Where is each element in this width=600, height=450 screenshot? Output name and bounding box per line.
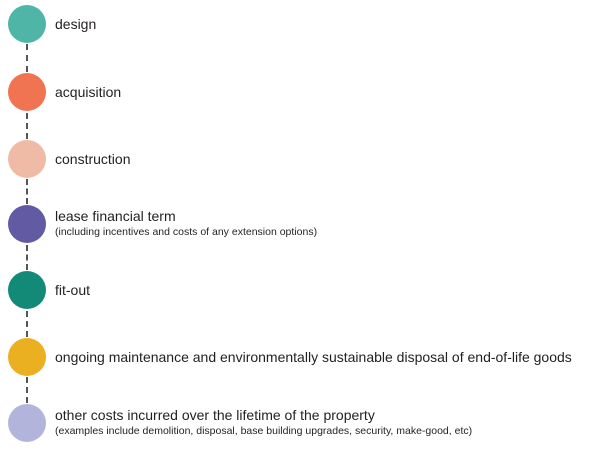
stage-label: design — [55, 15, 97, 32]
stage-dot — [8, 205, 46, 243]
connector-line — [26, 179, 28, 204]
stage-label: ongoing maintenance and environmentally sustainable disposal of end-of-life goods — [55, 348, 572, 365]
connector-line — [26, 311, 28, 337]
stage-dot — [8, 338, 46, 376]
stage-label: construction — [55, 150, 131, 167]
stage-fit-out — [8, 271, 598, 309]
connector-line — [26, 113, 28, 139]
stage-label: fit-out — [55, 281, 91, 298]
stage-construction — [8, 140, 598, 178]
connector-line — [26, 44, 28, 72]
stage-design — [8, 5, 598, 43]
stage-lease-financial-term — [8, 205, 598, 243]
stage-label: acquisition — [55, 83, 122, 100]
stage-dot — [8, 73, 46, 111]
stage-label: other costs incurred over the lifetime of the property — [55, 407, 375, 423]
stage-label: lease financial term — [55, 208, 176, 224]
connector-line — [26, 377, 28, 403]
connector-line — [26, 245, 28, 270]
stage-ongoing-maintenance — [8, 338, 598, 376]
stage-dot — [8, 140, 46, 178]
stage-other-costs — [8, 404, 598, 442]
stage-dot — [8, 404, 46, 442]
stage-note: (including incentives and costs of any extension options) — [55, 226, 318, 238]
stage-dot — [8, 5, 46, 43]
stage-note: (examples include demolition, disposal, base building upgrades, security, make-good, etc) — [55, 425, 473, 437]
stage-dot — [8, 271, 46, 309]
stage-acquisition — [8, 73, 598, 111]
